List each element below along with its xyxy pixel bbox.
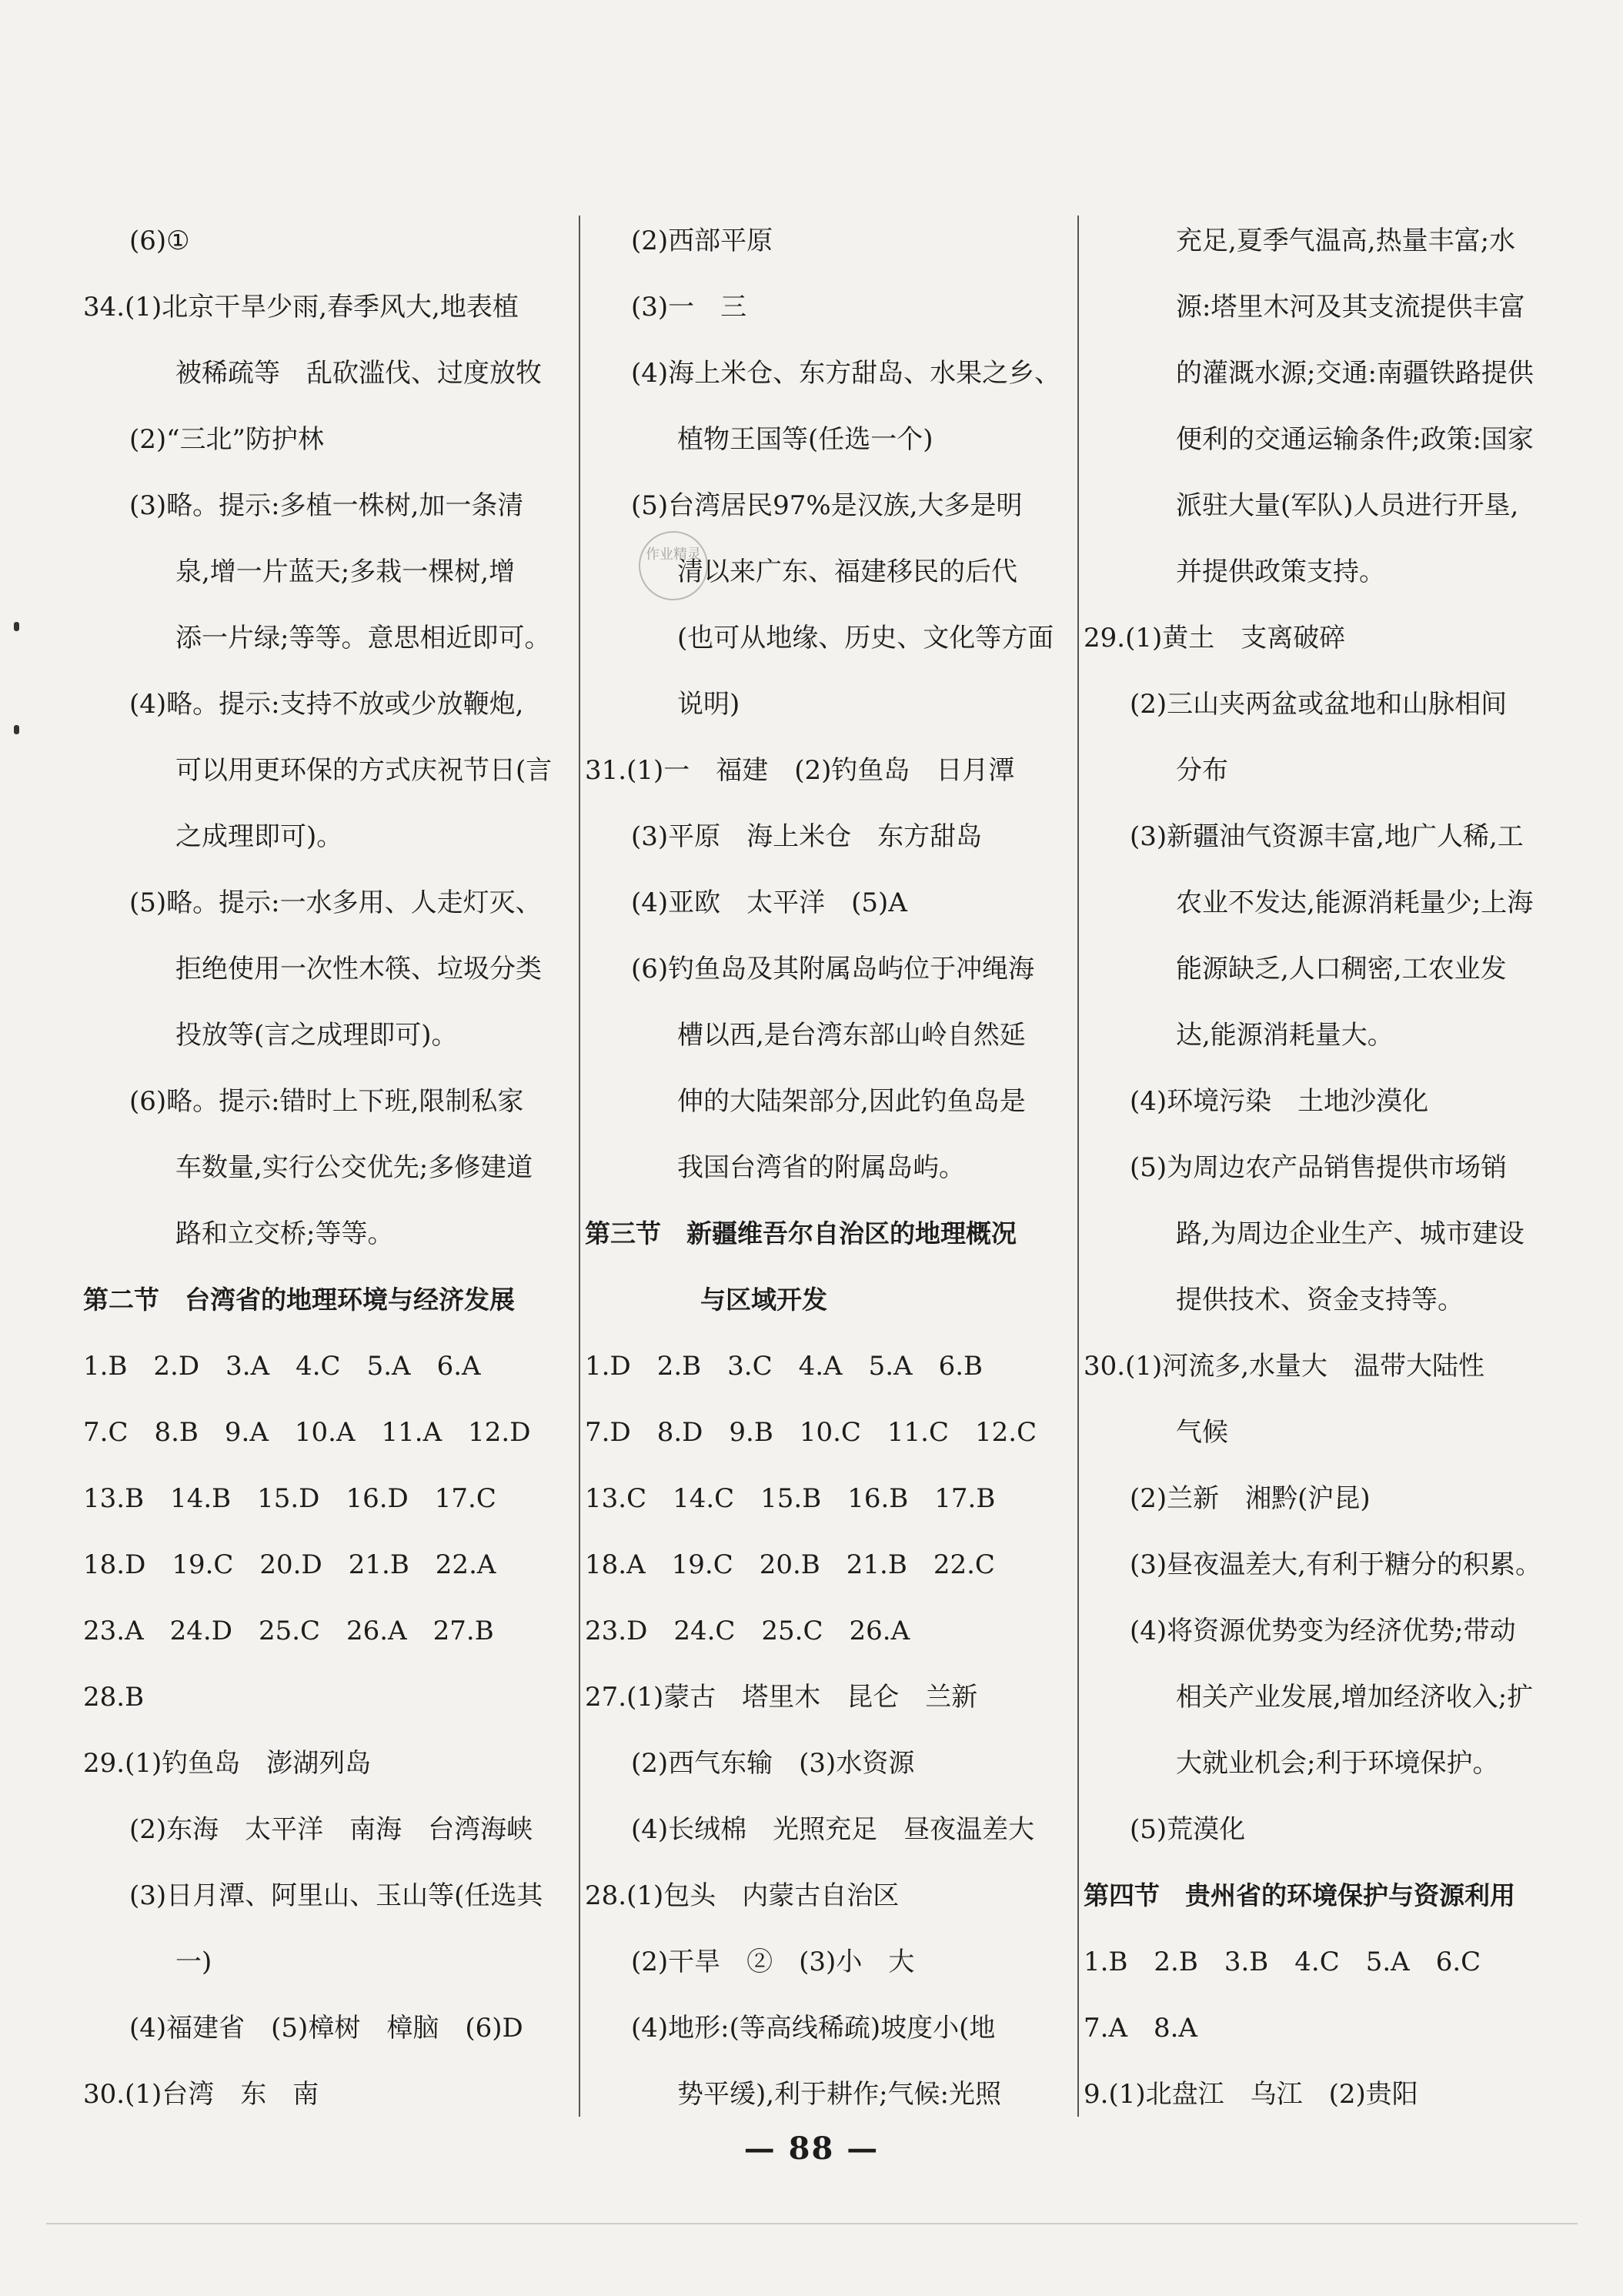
answer-line: (4)长绒棉 光照充足 昼夜温差大 bbox=[631, 1814, 1035, 1845]
answer-line: 7.A 8.A bbox=[1084, 2013, 1197, 2044]
answer-line: (3)一 三 bbox=[631, 292, 747, 323]
answer-line: (4)亚欧 太平洋 (5)A bbox=[631, 887, 907, 918]
answer-line: 派驻大量(军队)人员进行开垦, bbox=[1176, 490, 1519, 521]
answer-line: 1.D 2.B 3.C 4.A 5.A 6.B bbox=[585, 1351, 983, 1382]
answer-line: 植物王国等(任选一个) bbox=[677, 424, 933, 455]
column-left bbox=[83, 208, 576, 2127]
scan-mark bbox=[14, 622, 19, 631]
answer-line: 分布 bbox=[1176, 755, 1228, 786]
column-middle bbox=[585, 208, 1077, 2127]
answer-line: 28.(1)包头 内蒙古自治区 bbox=[585, 1880, 900, 1911]
watermark-stamp-icon: 作业精灵 bbox=[639, 531, 708, 600]
answer-line: 29.(1)黄土 支离破碎 bbox=[1084, 623, 1346, 653]
answer-line: (2)“三北”防护林 bbox=[129, 424, 324, 455]
answer-line: (4)将资源优势变为经济优势;带动 bbox=[1130, 1616, 1516, 1646]
footer-divider bbox=[46, 2223, 1578, 2224]
answer-line: 达,能源消耗量大。 bbox=[1176, 1020, 1394, 1051]
answer-line: 9.(1)北盘江 乌江 (2)贵阳 bbox=[1084, 2079, 1418, 2110]
page-number: — 88 — bbox=[743, 2131, 880, 2167]
answer-line: 路,为周边企业生产、城市建设 bbox=[1176, 1218, 1524, 1249]
answer-line: (4)地形:(等高线稀疏)坡度小(地 bbox=[631, 2013, 996, 2044]
answer-line: 势平缓),利于耕作;气候:光照 bbox=[677, 2079, 1001, 2110]
answer-line: (3)新疆油气资源丰富,地广人稀,工 bbox=[1130, 821, 1524, 852]
scan-mark bbox=[14, 725, 19, 734]
answer-line: (2)西气东输 (3)水资源 bbox=[631, 1748, 915, 1779]
section-heading: 第四节 贵州省的环境保护与资源利用 bbox=[1084, 1880, 1515, 1910]
answer-line: 拒绝使用一次性木筷、垃圾分类 bbox=[175, 954, 542, 984]
section-heading: 第二节 台湾省的地理环境与经济发展 bbox=[83, 1285, 515, 1315]
answer-line: 7.C 8.B 9.A 10.A 11.A 12.D bbox=[83, 1417, 531, 1448]
answer-line: 车数量,实行公交优先;多修建道 bbox=[175, 1152, 533, 1183]
answer-line: 23.D 24.C 25.C 26.A bbox=[585, 1616, 910, 1646]
answer-line: 可以用更环保的方式庆祝节日(言 bbox=[175, 755, 553, 786]
answer-line: 清以来广东、福建移民的后代 bbox=[677, 556, 1017, 587]
answer-line: 29.(1)钓鱼岛 澎湖列岛 bbox=[83, 1748, 372, 1779]
column-right bbox=[1084, 208, 1576, 2127]
answer-line: (2)三山夹两盆或盆地和山脉相间 bbox=[1130, 689, 1508, 720]
answer-line: (3)平原 海上米仓 东方甜岛 bbox=[631, 821, 983, 852]
answer-line: (6)略。提示:错时上下班,限制私家 bbox=[129, 1086, 524, 1117]
answer-line: 34.(1)北京干旱少雨,春季风大,地表植 bbox=[83, 292, 519, 323]
answer-line: 槽以西,是台湾东部山岭自然延 bbox=[677, 1020, 1026, 1051]
answer-line: (6)钓鱼岛及其附属岛屿位于冲绳海 bbox=[631, 954, 1035, 984]
answer-line: (2)西部平原 bbox=[631, 226, 773, 256]
answer-line: 能源缺乏,人口稠密,工农业发 bbox=[1176, 954, 1507, 984]
answer-line: 的灌溉水源;交通:南疆铁路提供 bbox=[1176, 358, 1534, 389]
answer-line: (4)略。提示:支持不放或少放鞭炮, bbox=[129, 689, 524, 720]
answer-line: 说明) bbox=[677, 689, 740, 720]
answer-line: 被稀疏等 乱砍滥伐、过度放牧 bbox=[175, 358, 542, 389]
answer-line: (4)环境污染 土地沙漠化 bbox=[1130, 1086, 1429, 1117]
answer-line: 30.(1)河流多,水量大 温带大陆性 bbox=[1084, 1351, 1485, 1382]
answer-line: (3)昼夜温差大,有利于糖分的积累。 bbox=[1130, 1549, 1541, 1580]
section-heading: 与区域开发 bbox=[700, 1285, 827, 1315]
answer-line: (5)略。提示:一水多用、人走灯灭、 bbox=[129, 887, 542, 918]
answer-line: (5)台湾居民97%是汉族,大多是明 bbox=[631, 490, 1023, 521]
answer-line: 28.B bbox=[83, 1682, 145, 1713]
answer-line: 1.B 2.D 3.A 4.C 5.A 6.A bbox=[83, 1351, 481, 1382]
answer-line: (4)海上米仓、东方甜岛、水果之乡、 bbox=[631, 358, 1061, 389]
answer-line: (6)① bbox=[129, 226, 190, 256]
answer-line: 农业不发达,能源消耗量少;上海 bbox=[1176, 887, 1534, 918]
answer-line: 相关产业发展,增加经济收入;扩 bbox=[1176, 1682, 1534, 1713]
answer-line: 并提供政策支持。 bbox=[1176, 556, 1385, 587]
answer-line: 之成理即可)。 bbox=[175, 821, 343, 852]
answer-line: 30.(1)台湾 东 南 bbox=[83, 2079, 319, 2110]
column-divider bbox=[1077, 216, 1079, 2117]
answer-line: (也可从地缘、历史、文化等方面 bbox=[677, 623, 1054, 653]
answer-line: 27.(1)蒙古 塔里木 昆仑 兰新 bbox=[585, 1682, 978, 1713]
answer-line: 我国台湾省的附属岛屿。 bbox=[677, 1152, 965, 1183]
answer-line: (5)荒漠化 bbox=[1130, 1814, 1246, 1845]
answer-line: 7.D 8.D 9.B 10.C 11.C 12.C bbox=[585, 1417, 1037, 1448]
answer-line: 源:塔里木河及其支流提供丰富 bbox=[1176, 292, 1525, 323]
answer-line: 伸的大陆架部分,因此钓鱼岛是 bbox=[677, 1086, 1026, 1117]
answer-line: 泉,增一片蓝天;多栽一棵树,增 bbox=[175, 556, 516, 587]
answer-line: 添一片绿;等等。意思相近即可。 bbox=[175, 623, 551, 653]
answer-line: (2)干旱 ② (3)小 大 bbox=[631, 1947, 915, 1977]
answer-line: (3)日月潭、阿里山、玉山等(任选其 bbox=[129, 1880, 543, 1911]
answer-line: 18.A 19.C 20.B 21.B 22.C bbox=[585, 1549, 995, 1580]
answer-line: 一) bbox=[175, 1947, 212, 1977]
answer-line: 大就业机会;利于环境保护。 bbox=[1176, 1748, 1499, 1779]
answer-line: (3)略。提示:多植一株树,加一条清 bbox=[129, 490, 524, 521]
answer-line: 充足,夏季气温高,热量丰富;水 bbox=[1176, 226, 1516, 256]
answer-line: 气候 bbox=[1176, 1417, 1228, 1448]
column-divider bbox=[579, 216, 580, 2117]
answer-line: (2)东海 太平洋 南海 台湾海峡 bbox=[129, 1814, 533, 1845]
answer-line: 1.B 2.B 3.B 4.C 5.A 6.C bbox=[1084, 1947, 1481, 1977]
answer-line: 路和立交桥;等等。 bbox=[175, 1218, 394, 1249]
answer-line: (5)为周边农产品销售提供市场销 bbox=[1130, 1152, 1508, 1183]
answer-line: 31.(1)一 福建 (2)钓鱼岛 日月潭 bbox=[585, 755, 1015, 786]
answer-line: 便利的交通运输条件;政策:国家 bbox=[1176, 424, 1534, 455]
section-heading: 第三节 新疆维吾尔自治区的地理概况 bbox=[585, 1218, 1017, 1248]
answer-line: 13.C 14.C 15.B 16.B 17.B bbox=[585, 1483, 996, 1514]
answer-line: 23.A 24.D 25.C 26.A 27.B bbox=[83, 1616, 494, 1646]
answer-line: 投放等(言之成理即可)。 bbox=[175, 1020, 458, 1051]
answer-line: 13.B 14.B 15.D 16.D 17.C bbox=[83, 1483, 496, 1514]
answer-line: 18.D 19.C 20.D 21.B 22.A bbox=[83, 1549, 496, 1580]
answer-line: (4)福建省 (5)樟树 樟脑 (6)D bbox=[129, 2013, 523, 2044]
answer-line: (2)兰新 湘黔(沪昆) bbox=[1130, 1483, 1371, 1514]
answer-line: 提供技术、资金支持等。 bbox=[1176, 1285, 1464, 1315]
